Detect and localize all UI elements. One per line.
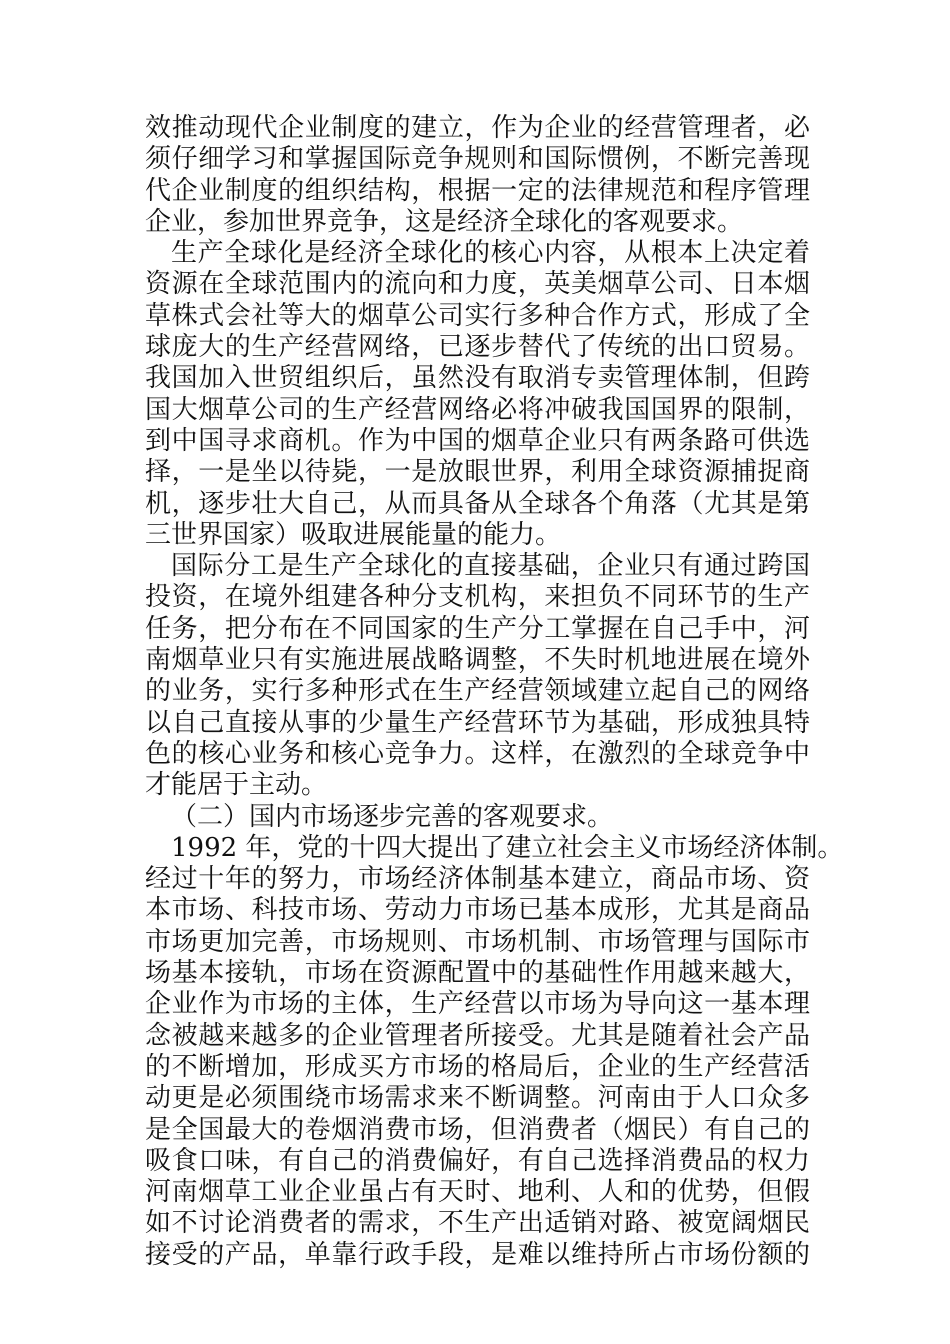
paragraph <box>145 551 810 801</box>
text-line: 草株式会社等大的烟草公司实行多种合作方式，形成了全 <box>145 300 810 331</box>
text-line: 南烟草业只有实施进展战略调整，不失时机地进展在境外 <box>145 645 810 676</box>
text-line: 代企业制度的组织结构，根据一定的法律规范和程序管理 <box>145 175 810 206</box>
text-line: 本市场、科技市场、劳动力市场已基本成形，尤其是商品 <box>145 895 810 926</box>
text-line: 河南烟草工业企业虽占有天时、地利、人和的优势，但假 <box>145 1177 810 1208</box>
text-line: 市场更加完善，市场规则、市场机制、市场管理与国际市 <box>145 926 810 957</box>
text-line: 球庞大的生产经营网络，已逐步替代了传统的出口贸易。 <box>145 332 810 363</box>
text-line: 才能居于主动。 <box>145 770 328 801</box>
section-heading <box>145 802 810 833</box>
text-line: 念被越来越多的企业管理者所接受。尤其是随着社会产品 <box>145 1020 810 1051</box>
text-line: 企业，参加世界竞争，这是经济全球化的客观要求。 <box>145 206 744 237</box>
text-line: 投资，在境外组建各种分支机构，来担负不同环节的生产 <box>145 582 810 613</box>
text-line: （二）国内市场逐步完善的客观要求。 <box>171 801 614 832</box>
text-line: 到中国寻求商机。作为中国的烟草企业只有两条路可供选 <box>145 425 810 456</box>
text-line: 择，一是坐以待毙，一是放眼世界，利用全球资源捕捉商 <box>145 457 810 488</box>
paragraph <box>145 832 844 1271</box>
text-line: 以自己直接从事的少量生产经营环节为基础，形成独具特 <box>145 707 810 738</box>
text-line: 机，逐步壮大自己，从而具备从全球各个角落（尤其是第 <box>145 488 810 519</box>
text-line: 1992 年，党的十四大提出了建立社会主义市场经济体制。 <box>171 832 844 863</box>
text-line: 如不讨论消费者的需求，不生产出适销对路、被宽阔烟民 <box>145 1208 810 1239</box>
paragraph <box>145 238 810 551</box>
text-line: 生产全球化是经济全球化的核心内容，从根本上决定着 <box>171 238 810 269</box>
text-line: 吸食口味，有自己的消费偏好，有自己选择消费品的权力 <box>145 1145 810 1176</box>
text-line: 接受的产品，单靠行政手段，是难以维持所占市场份额的 <box>145 1239 810 1270</box>
text-line: 效推动现代企业制度的建立，作为企业的经营管理者，必 <box>145 113 810 143</box>
text-line: 动更是必须围绕市场需求来不断调整。河南由于人口众多 <box>145 1083 810 1114</box>
text-line: 国大烟草公司的生产经营网络必将冲破我国国界的限制， <box>145 394 810 425</box>
text-line: 是全国最大的卷烟消费市场，但消费者（烟民）有自己的 <box>145 1114 810 1145</box>
text-line: 经过十年的努力，市场经济体制基本建立，商品市场、资 <box>145 864 810 895</box>
document-page <box>145 113 844 1271</box>
text-line: 资源在全球范围内的流向和力度，英美烟草公司、日本烟 <box>145 269 810 300</box>
paragraph <box>145 113 810 238</box>
text-line: 国际分工是生产全球化的直接基础，企业只有通过跨国 <box>171 551 810 582</box>
text-line: 的业务，实行多种形式在生产经营领域建立起自己的网络 <box>145 676 810 707</box>
text-line: 任务，把分布在不同国家的生产分工掌握在自己手中，河 <box>145 613 810 644</box>
text-line: 的不断增加，形成买方市场的格局后，企业的生产经营活 <box>145 1051 810 1082</box>
text-line: 色的核心业务和核心竞争力。这样，在激烈的全球竞争中 <box>145 738 810 769</box>
text-line: 须仔细学习和掌握国际竞争规则和国际惯例，不断完善现 <box>145 144 810 175</box>
text-line: 企业作为市场的主体，生产经营以市场为导向这一基本理 <box>145 989 810 1020</box>
text-line: 我国加入世贸组织后，虽然没有取消专卖管理体制，但跨 <box>145 363 810 394</box>
text-line: 场基本接轨，市场在资源配置中的基础性作用越来越大， <box>145 958 810 989</box>
text-line: 三世界国家）吸取进展能量的能力。 <box>145 519 562 550</box>
